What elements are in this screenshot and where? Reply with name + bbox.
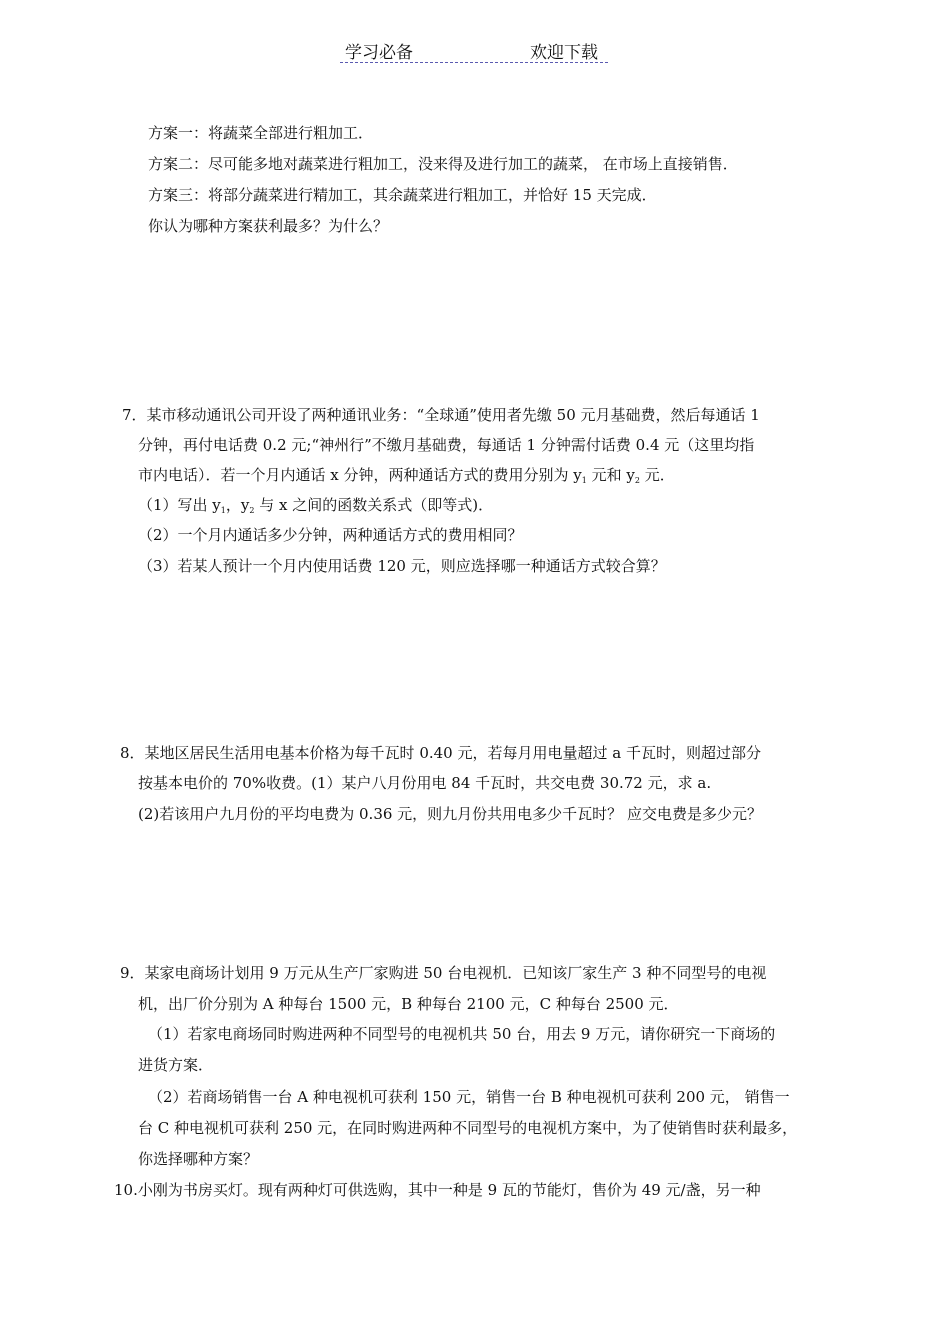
q9-line-1: 9．某家电商场计划用 9 万元从生产厂家购进 50 台电视机．已知该厂家生产 3 种不同型号的电视 bbox=[120, 964, 767, 982]
q7-sub-3: （3）若某人预计一个月内使用话费 120 元，则应选择哪一种通话方式较合算？ bbox=[138, 557, 666, 575]
q9-sub-2: （2）若商场销售一台 A 种电视机可获利 150 元，销售一台 B 种电视机可获利 200 元， 销售一 bbox=[148, 1088, 790, 1106]
q8-line-2: 按基本电价的 70%收费。(1）某户八月份用电 84 千瓦时，共交电费 30.72 元，求 a. bbox=[138, 774, 712, 792]
q8-line-3: (2)若该用户九月份的平均电费为 0.36 元，则九月份共用电多少千瓦时？ 应交电费是多少元？ bbox=[138, 805, 762, 823]
q7-sub-1: （1）写出 $y_1$，$y_2$ 与 x 之间的函数关系式（即等式)． bbox=[138, 496, 494, 515]
q10-line-1: 10.小刚为书房买灯。现有两种灯可供选购，其中一种是 9 瓦的节能灯，售价为 49 元/盏，另一种 bbox=[114, 1181, 761, 1199]
q8-line-1: 8．某地区居民生活用电基本价格为每千瓦时 0.40 元，若每月用电量超过 a 千瓦时，则超过部分 bbox=[120, 744, 761, 762]
q9-sub-1: （1）若家电商场同时购进两种不同型号的电视机共 50 台，用去 9 万元，请你研究一下商场的 bbox=[148, 1025, 776, 1043]
q7-line-1: 7．某市移动通讯公司开设了两种通讯业务：“全球通”使用者先缴 50 元月基础费，然后每通话 1 bbox=[122, 406, 760, 424]
q9-sub-2-end: 你选择哪种方案？ bbox=[138, 1150, 259, 1168]
plan-two: 方案二：尽可能多地对蔬菜进行粗加工，没来得及进行加工的蔬菜， 在市场上直接销售． bbox=[148, 155, 738, 173]
q7-line-2: 分钟，再付电话费 0.2 元;“神州行”不缴月基础费，每通话 1 分钟需付话费 0.4 元（这里均指 bbox=[138, 436, 755, 454]
header-right-text: 欢迎下载 bbox=[530, 43, 598, 63]
plan-question: 你认为哪种方案获利最多？为什么？ bbox=[148, 217, 389, 235]
header-left-text: 学习必备 bbox=[345, 43, 413, 63]
q9-sub-1-cont: 进货方案． bbox=[138, 1056, 214, 1074]
plan-one: 方案一：将蔬菜全部进行粗加工． bbox=[148, 124, 374, 142]
plan-three: 方案三：将部分蔬菜进行精加工，其余蔬菜进行粗加工，并恰好 15 天完成． bbox=[148, 186, 657, 204]
header-dashed-rule bbox=[340, 62, 608, 63]
q7-line-3: 市内电话）．若一个月内通话 x 分钟，两种通话方式的费用分别为 $y_1$ 元和 $y_2$ 元． bbox=[138, 466, 675, 485]
page-header bbox=[0, 38, 950, 68]
q7-sub-2: （2）一个月内通话多少分钟，两种通话方式的费用相同？ bbox=[138, 526, 523, 544]
q9-sub-2-cont: 台 C 种电视机可获利 250 元，在同时购进两种不同型号的电视机方案中，为了使销售时获利最多， bbox=[138, 1119, 798, 1137]
q9-line-2: 机，出厂价分别为 A 种每台 1500 元，B 种每台 2100 元，C 种每台 2500 元． bbox=[138, 995, 679, 1013]
